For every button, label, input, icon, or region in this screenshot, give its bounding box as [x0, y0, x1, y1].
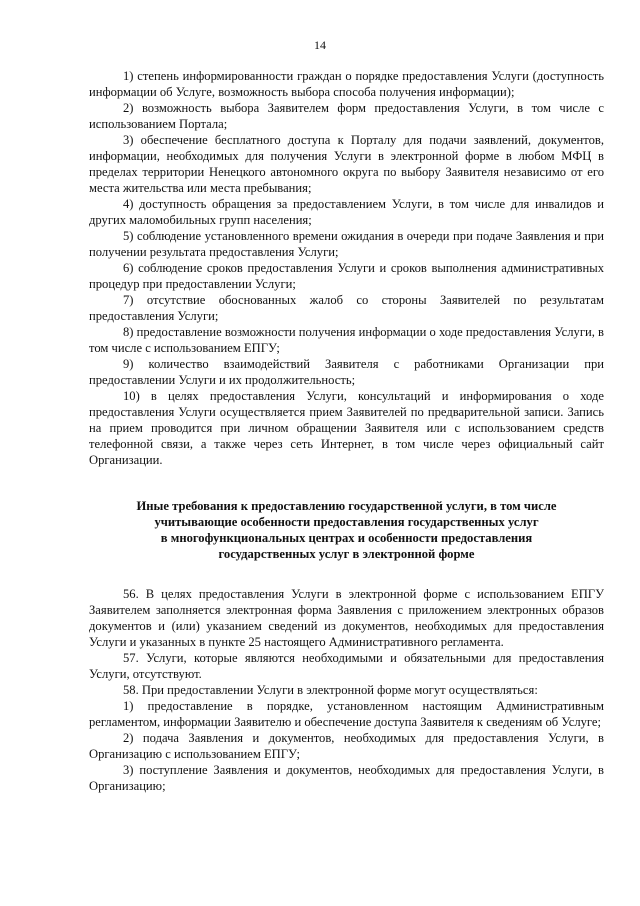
- paragraph: 5) соблюдение установленного времени ожидания в очереди при подаче Заявления и при получении результата предоставления Услуги;: [89, 229, 604, 259]
- section-heading-line: учитывающие особенности предоставления государственных услуг: [154, 515, 539, 529]
- paragraph: 6) соблюдение сроков предоставления Услуги и сроков выполнения административных процедур при предоставлении Услуги;: [89, 261, 604, 291]
- paragraph: 1) степень информированности граждан о порядке предоставления Услуги (доступность информации об Услуге, возможность выбора способа получения информации);: [89, 69, 604, 99]
- section-heading-line: в многофункциональных центрах и особенности предоставления: [160, 531, 533, 545]
- paragraph: 4) доступность обращения за предоставлением Услуги, в том числе для инвалидов и других маломобильных групп населения;: [89, 197, 604, 227]
- section-heading: [89, 498, 604, 562]
- quality-criteria-list: [89, 68, 604, 468]
- paragraph: 7) отсутствие обоснованных жалоб со стороны Заявителей по результатам предоставления Услуги;: [89, 293, 604, 323]
- paragraph: 2) подача Заявления и документов, необходимых для предоставления Услуги, в Организацию с использованием ЕПГУ;: [89, 731, 604, 761]
- paragraph: 56. В целях предоставления Услуги в электронной форме с использованием ЕПГУ Заявителем заполняется электронная форма Заявления с приложением электронных образов документов и (или) указанием сведений из документов, необходимых для предоставления Услуги и указанных в пункте 25 настоящего Административного регламента.: [89, 587, 604, 649]
- section-heading-line: государственных услуг в электронной форме: [218, 547, 475, 561]
- paragraph: 3) обеспечение бесплатного доступа к Порталу для подачи заявлений, документов, информации, необходимых для получения Услуги в электронной форме в любом МФЦ в пределах территории Ненецкого автономного округа по выбору Заявителя независимо от его места жительства или места пребывания;: [89, 133, 604, 195]
- paragraph: 58. При предоставлении Услуги в электронной форме могут осуществляться:: [123, 683, 538, 697]
- section-heading-line: Иные требования к предоставлению государственной услуги, в том числе: [136, 499, 557, 513]
- paragraph: 2) возможность выбора Заявителем форм предоставления Услуги, в том числе с использованием Портала;: [89, 101, 604, 131]
- paragraph: 8) предоставление возможности получения информации о ходе предоставления Услуги, в том числе с использованием ЕПГУ;: [89, 325, 604, 355]
- paragraph: 10) в целях предоставления Услуги, консультаций и информирования о ходе предоставления Услуги осуществляется прием Заявителей по предварительной записи. Запись на прием проводится при личном обращении Заявителя или с использованием средств телефонной связи, а также через сеть Интернет, в том числе через официальный сайт Организации.: [89, 389, 604, 467]
- paragraph: 9) количество взаимодействий Заявителя с работниками Организации при предоставлении Услуги и их продолжительность;: [89, 357, 604, 387]
- paragraph: 57. Услуги, которые являются необходимыми и обязательными для предоставления Услуги, отсутствуют.: [89, 651, 604, 681]
- paragraph: 3) поступление Заявления и документов, необходимых для предоставления Услуги, в Организацию;: [89, 763, 604, 793]
- paragraph: 1) предоставление в порядке, установленном настоящим Административным регламентом, информации Заявителю и обеспечение доступа Заявителя к сведениям об Услуге;: [89, 699, 604, 729]
- page-number: 14: [314, 38, 326, 52]
- electronic-form-section: [89, 586, 604, 794]
- document-body: [89, 68, 604, 794]
